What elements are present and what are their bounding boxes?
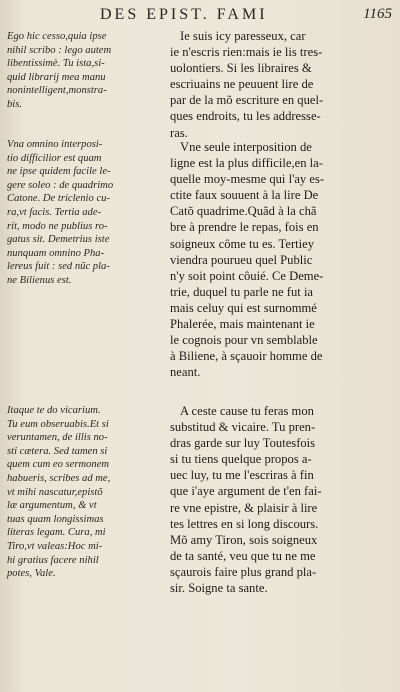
french-line: viendra pourueu quel Public xyxy=(170,252,313,267)
latin-line: veruntamen, de illis no- xyxy=(7,432,108,444)
french-line: quelle moy-mesme qui l'ay es- xyxy=(170,172,325,187)
french-block-3 xyxy=(170,403,393,596)
french-line: substitud & vicaire. Tu pren- xyxy=(170,420,316,435)
latin-line: Tiro,vt valeas:Hoc mi- xyxy=(7,540,103,552)
latin-line: læ argumentum, & vt xyxy=(7,500,97,512)
latin-line: potes, Vale. xyxy=(7,568,56,580)
french-line: ie n'escris rien:mais ie lis tres- xyxy=(170,45,323,60)
french-line: mais celuy qui est surnommé xyxy=(170,300,317,315)
french-line: ques endroits, tu les addresse- xyxy=(170,109,321,124)
latin-line: gere soleo : de quadrimo xyxy=(7,179,114,191)
latin-line: Ego hic cesso,quia ipse xyxy=(7,31,107,42)
latin-line: ne ipse quidem facile le- xyxy=(7,166,111,178)
french-line: uolontiers. Si les libraires & xyxy=(170,61,312,76)
french-line: A ceste cause tu feras mon xyxy=(180,404,314,418)
french-line: à Biliene, à sçauoir homme de xyxy=(170,349,323,364)
latin-line: nonintelligent,monstra- xyxy=(7,85,107,97)
french-line: que i'aye argument de t'en fai- xyxy=(170,484,322,499)
latin-line: quem cum eo sermonem xyxy=(7,459,110,471)
french-line: uec luy, tu me l'escriras à fin xyxy=(170,468,314,483)
french-block-2 xyxy=(170,139,393,380)
latin-line: habueris, scribes ad me, xyxy=(7,472,111,484)
french-line: par de la mõ escriture en quel- xyxy=(170,93,324,108)
latin-line: Catone. De triclenio cu- xyxy=(7,193,110,205)
latin-line: libentissimè. Tu ista,si- xyxy=(7,58,105,70)
latin-line: Itaque te do vicarium. xyxy=(7,405,101,416)
latin-line: lereus fuit : sed nũc pla- xyxy=(7,261,110,273)
latin-line: sti cætera. Sed tamen si xyxy=(7,445,108,457)
french-line: Ie suis icy paresseux, car xyxy=(180,29,306,43)
latin-line: nihil scribo : lego autem xyxy=(7,44,112,56)
latin-line: gatus sit. Demetrius iste xyxy=(7,234,110,246)
latin-line: nunquam omnino Pha- xyxy=(7,247,105,259)
french-line: n'y soit point côuié. Ce Deme- xyxy=(170,268,324,283)
french-line: de ta santé, veu que tu ne me xyxy=(170,548,316,563)
latin-line: literas legam. Cura, mi xyxy=(7,527,106,539)
latin-line: Vna omnino interposi- xyxy=(7,139,103,150)
latin-line: tio difficilior est quam xyxy=(7,152,102,164)
french-line: Mõ amy Tiron, sois soigneux xyxy=(170,532,318,547)
french-line: ctite faux souuent à la lire De xyxy=(170,188,319,203)
french-line: sçaurois faire plus grand pla- xyxy=(170,564,317,579)
latin-block-3 xyxy=(7,404,165,581)
latin-line: ne Bilienus est. xyxy=(7,274,72,286)
french-line: le cognois pour vn semblable xyxy=(170,333,318,348)
latin-line: Tu eum obseruabis.Et si xyxy=(7,418,109,430)
french-line: tes lettres en si long discours. xyxy=(170,516,319,531)
french-line: ligne est la plus difficile,en la- xyxy=(170,156,323,171)
french-line: ras. xyxy=(170,125,188,140)
latin-line: hi gratius facere nihil xyxy=(7,554,99,566)
latin-line: ra,vt facis. Tertia ade- xyxy=(7,206,102,218)
french-line: trie, duquel tu parle ne fut ia xyxy=(170,284,314,299)
french-line: soigneux côme tu es. Tertiey xyxy=(170,236,315,251)
latin-line: vt mihi nascatur,epistõ xyxy=(7,486,103,498)
french-block-1 xyxy=(170,28,393,141)
french-line: bre à prendre le repas, fois en xyxy=(170,220,319,235)
french-line: dras garde sur luy Toutesfois xyxy=(170,436,316,451)
french-line: Catõ quadrime.Quãd à la chã xyxy=(170,204,317,219)
latin-line: tuas quam longissimas xyxy=(7,513,104,525)
french-line: si tu tiens quelque propos a- xyxy=(170,452,312,467)
french-line: Vne seule interposition de xyxy=(180,140,312,154)
latin-block-1 xyxy=(7,30,165,112)
running-head: DES EPIST. FAMI xyxy=(100,6,268,23)
page-header xyxy=(0,4,400,30)
latin-line: bis. xyxy=(7,98,23,110)
french-line: sir. Soigne ta sante. xyxy=(170,581,268,596)
latin-line: rit, modo ne publius ro- xyxy=(7,220,108,232)
french-line: escriuains ne peuuent lire de xyxy=(170,77,314,92)
latin-line: quid librarij mea manu xyxy=(7,71,106,83)
french-line: neant. xyxy=(170,365,201,380)
french-line: re vne epistre, & plaisir à lire xyxy=(170,500,318,515)
french-line: Phalerée, mais maintenant ie xyxy=(170,317,315,332)
page-number: 1165 xyxy=(363,6,392,22)
latin-block-2 xyxy=(7,138,165,288)
